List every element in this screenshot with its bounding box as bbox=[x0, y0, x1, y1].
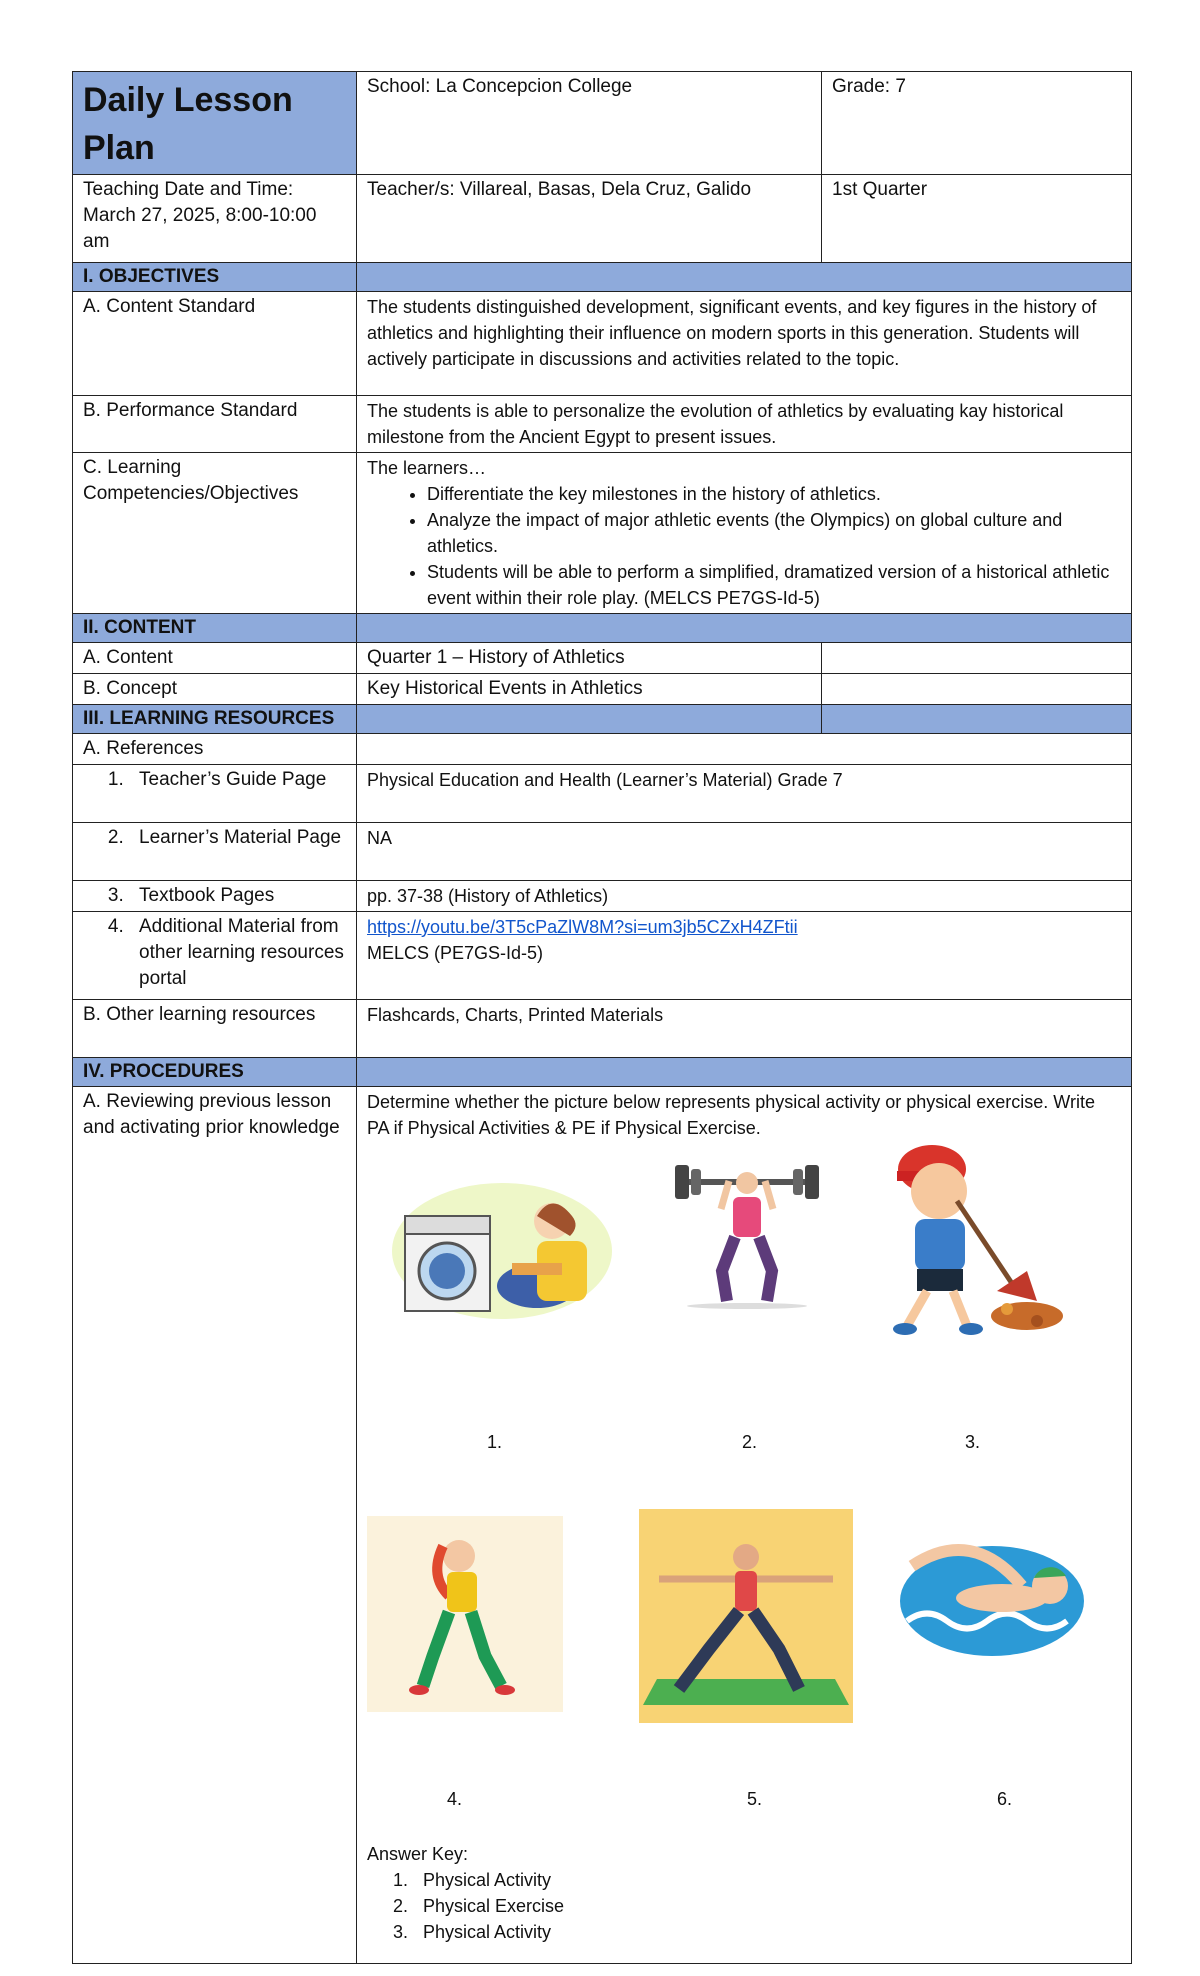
list-item: • Differentiate the key milestones in the history of athletics. bbox=[427, 481, 1121, 507]
section-fill bbox=[357, 705, 822, 734]
review-label: A. Reviewing previous lesson and activating prior knowledge bbox=[73, 1087, 357, 1964]
list-item: 2. Physical Exercise bbox=[413, 1893, 564, 1919]
teachers-field: Teacher/s: Villareal, Basas, Dela Cruz, Galido bbox=[357, 175, 822, 263]
competencies-cell bbox=[357, 453, 1132, 614]
reference-label-cell bbox=[73, 912, 357, 1000]
yoga-picture bbox=[639, 1509, 853, 1723]
content-label: A. Content bbox=[73, 643, 357, 674]
performance-standard-label: B. Performance Standard bbox=[73, 396, 357, 453]
other-resources-label: B. Other learning resources bbox=[73, 1000, 357, 1058]
section-procedures-heading: IV. PROCEDURES bbox=[73, 1058, 357, 1087]
other-resources-value: Flashcards, Charts, Printed Materials bbox=[357, 1000, 1132, 1058]
activity-instruction: Determine whether the picture below represents physical activity or physical exercise. Write PA if Physical Activities & PE if Physical Exercise. bbox=[367, 1092, 1095, 1138]
reference-label-cell bbox=[73, 765, 357, 823]
picture-caption: 1. bbox=[487, 1432, 503, 1452]
performance-standard-text: The students is able to personalize the evolution of athletics by evaluating kay historical milestone from the Ancient Egypt to present issues. bbox=[357, 396, 1132, 453]
section-resources-heading: III. LEARNING RESOURCES bbox=[73, 705, 357, 734]
picture-caption: 5. bbox=[747, 1789, 763, 1809]
weightlifting-picture bbox=[667, 1161, 827, 1311]
reference-label: 2. Learner’s Material Page bbox=[129, 825, 346, 851]
section-fill bbox=[357, 614, 1132, 643]
answer-list bbox=[367, 1867, 564, 1945]
references-label: A. References bbox=[73, 734, 357, 765]
walking-picture bbox=[367, 1516, 563, 1712]
section-content-heading: II. CONTENT bbox=[73, 614, 357, 643]
list-item: • Students will be able to perform a simplified, dramatized version of a historical athletic event within their role play. (MELCS PE7GS-Id-5) bbox=[427, 559, 1121, 611]
picture-caption: 6. bbox=[997, 1789, 1013, 1809]
swimming-picture bbox=[892, 1526, 1092, 1666]
raking-picture bbox=[877, 1141, 1067, 1341]
reference-label: 3. Textbook Pages bbox=[129, 883, 346, 909]
content-standard-text: The students distinguished development, significant events, and key figures in the history of athletics and highlighting their influence on modern sports in this generation. Students will actively participate in discussions and activities related to the topic. bbox=[357, 292, 1132, 396]
picture-caption: 3. bbox=[965, 1432, 981, 1452]
picture-caption: 4. bbox=[447, 1789, 463, 1809]
concept-label: B. Concept bbox=[73, 674, 357, 705]
section-fill bbox=[357, 263, 1132, 292]
picture-caption: 2. bbox=[742, 1432, 758, 1452]
reference-label: 4. Additional Material from other learning resources portal bbox=[129, 914, 346, 992]
lesson-plan-table bbox=[72, 71, 1132, 1964]
page-title: Daily Lesson Plan bbox=[73, 72, 357, 175]
reference-value: NA bbox=[357, 823, 1132, 881]
picture-grid bbox=[367, 1141, 1121, 1961]
empty-cell bbox=[357, 734, 1132, 765]
concept-value: Key Historical Events in Athletics bbox=[357, 674, 822, 705]
reference-label-cell bbox=[73, 881, 357, 912]
list-item: 3. Physical Activity bbox=[413, 1919, 564, 1945]
youtube-link[interactable]: https://youtu.be/3T5cPaZlW8M?si=um3jb5CZxH4ZFtii bbox=[367, 917, 798, 937]
school-field: School: La Concepcion College bbox=[357, 72, 822, 175]
reference-value-cell bbox=[357, 912, 1132, 1000]
section-fill bbox=[357, 1058, 1132, 1087]
list-item: 1. Physical Activity bbox=[413, 1867, 564, 1893]
section-fill bbox=[822, 705, 1132, 734]
content-value: Quarter 1 – History of Athletics bbox=[357, 643, 822, 674]
list-item: • Analyze the impact of major athletic events (the Olympics) on global culture and athletics. bbox=[427, 507, 1121, 559]
content-standard-label: A. Content Standard bbox=[73, 292, 357, 396]
section-objectives-heading: I. OBJECTIVES bbox=[73, 263, 357, 292]
empty-cell bbox=[822, 674, 1132, 705]
competencies-intro: The learners… bbox=[367, 458, 487, 478]
competencies-list bbox=[367, 481, 1121, 611]
procedure-activity-cell bbox=[357, 1087, 1132, 1964]
answer-key bbox=[367, 1841, 564, 1945]
quarter-field: 1st Quarter bbox=[822, 175, 1132, 263]
competencies-label: C. Learning Competencies/Objectives bbox=[73, 453, 357, 614]
date-time-field: Teaching Date and Time: March 27, 2025, 8:00-10:00 am bbox=[73, 175, 357, 263]
reference-label: 1. Teacher’s Guide Page bbox=[129, 767, 346, 793]
reference-label-cell bbox=[73, 823, 357, 881]
answer-key-label: Answer Key: bbox=[367, 1844, 469, 1864]
laundry-picture bbox=[387, 1181, 617, 1321]
reference-value: pp. 37-38 (History of Athletics) bbox=[357, 881, 1132, 912]
grade-field: Grade: 7 bbox=[822, 72, 1132, 175]
lesson-plan-page bbox=[72, 71, 1131, 1964]
empty-cell bbox=[822, 643, 1132, 674]
melcs-code: MELCS (PE7GS-Id-5) bbox=[367, 943, 544, 963]
reference-value: Physical Education and Health (Learner’s Material) Grade 7 bbox=[357, 765, 1132, 823]
